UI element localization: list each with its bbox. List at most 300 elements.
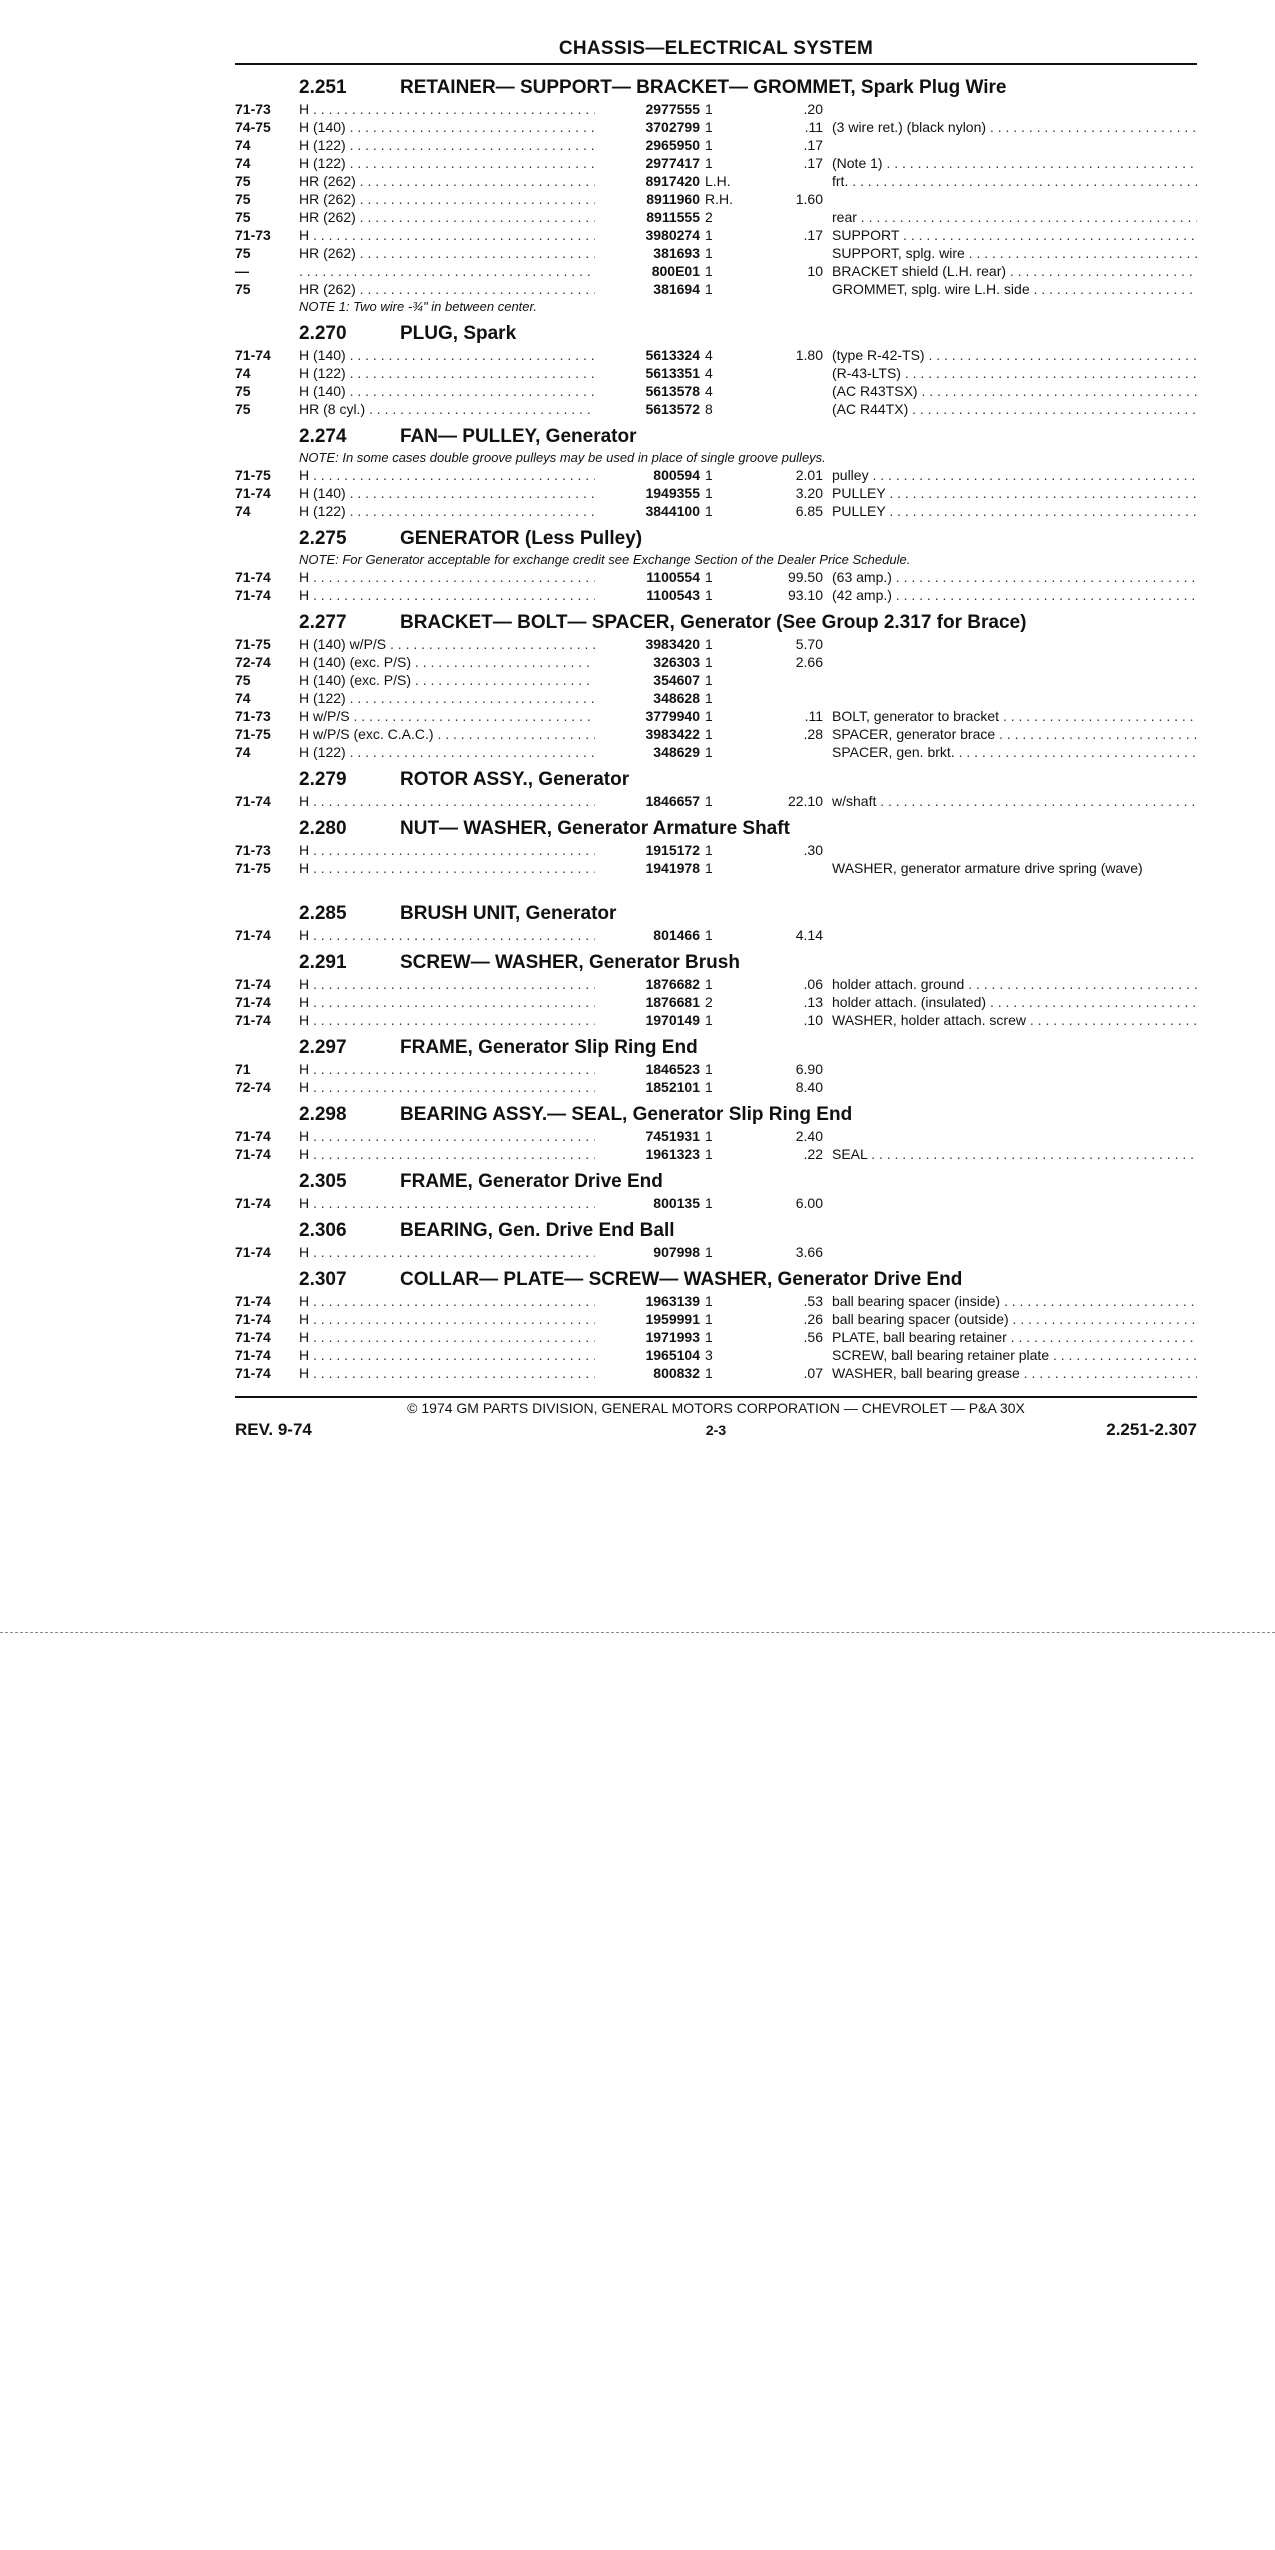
application: H . . .	[299, 841, 609, 859]
price: 1.60	[795, 191, 823, 207]
description: BOLT, generator to bracket . . .	[832, 707, 1197, 725]
part-number: 1846523	[595, 1060, 700, 1078]
table-row	[235, 382, 1197, 400]
description: SUPPORT, splg. wire . . .	[832, 244, 1197, 262]
section-title	[235, 1218, 1197, 1243]
group-number: 2.274	[299, 426, 347, 447]
quantity: 1	[705, 726, 713, 742]
group-number: 2.251	[299, 77, 347, 98]
quantity: 8	[705, 401, 713, 417]
application: H (140) . . .	[299, 382, 609, 400]
quantity: 1	[705, 155, 713, 171]
quantity: L.H.	[705, 173, 731, 189]
catalog-section	[235, 321, 1197, 418]
part-number: 3844100	[595, 502, 700, 520]
model-years: 75	[235, 191, 251, 207]
part-number: 2977555	[595, 100, 700, 118]
description: (type R-42-TS) . . .	[832, 346, 1197, 364]
application: H (122) . . .	[299, 154, 609, 172]
application: H . . .	[299, 100, 609, 118]
section-title	[235, 526, 1197, 551]
part-number: 1965104	[595, 1346, 700, 1364]
price: 10	[807, 263, 823, 279]
model-years: 71-74	[235, 1195, 271, 1211]
table-row	[235, 1292, 1197, 1310]
table-row	[235, 100, 1197, 118]
application: H . . .	[299, 859, 609, 877]
table-row	[235, 400, 1197, 418]
section-title	[235, 610, 1197, 635]
description: SCREW, ball bearing retainer plate . . .	[832, 1346, 1197, 1364]
section-title	[235, 901, 1197, 926]
price: 6.85	[795, 503, 823, 519]
group-number: 2.285	[299, 903, 347, 924]
part-number: 1963139	[595, 1292, 700, 1310]
table-row	[235, 484, 1197, 502]
part-number: 800135	[595, 1194, 700, 1212]
table-row	[235, 244, 1197, 262]
catalog-section	[235, 816, 1197, 895]
model-years: 71-74	[235, 994, 271, 1010]
part-number: 1876681	[595, 993, 700, 1011]
quantity: 1	[705, 690, 713, 706]
price: 6.00	[795, 1195, 823, 1211]
catalog-section	[235, 1218, 1197, 1261]
description: (63 amp.) . . .	[832, 568, 1197, 586]
description: WASHER, ball bearing grease . . .	[832, 1364, 1197, 1382]
section-title	[235, 1169, 1197, 1194]
group-name: BRACKET— BOLT— SPACER, Generator (See Group 2.317 for Brace)	[400, 612, 1027, 633]
part-number: 3702799	[595, 118, 700, 136]
model-years: 71-74	[235, 1293, 271, 1309]
group-name: ROTOR ASSY., Generator	[400, 769, 630, 790]
quantity: 1	[705, 263, 713, 279]
part-number: 907998	[595, 1243, 700, 1261]
group-name: SCREW— WASHER, Generator Brush	[400, 952, 740, 973]
quantity: 1	[705, 1311, 713, 1327]
application: H . . .	[299, 1346, 609, 1364]
section-title	[235, 1035, 1197, 1060]
part-number: 1846657	[595, 792, 700, 810]
part-number: 800E01	[595, 262, 700, 280]
part-number: 3983420	[595, 635, 700, 653]
table-row	[235, 841, 1197, 859]
model-years: 71-74	[235, 1012, 271, 1028]
description: ball bearing spacer (outside) . . .	[832, 1310, 1197, 1328]
model-years: 74-75	[235, 119, 271, 135]
application: H . . .	[299, 926, 609, 944]
price: .20	[803, 101, 823, 117]
group-number: 2.291	[299, 952, 347, 973]
part-number: 381693	[595, 244, 700, 262]
group-name: FAN— PULLEY, Generator	[400, 426, 637, 447]
application: HR (8 cyl.) . . .	[299, 400, 609, 418]
group-name: COLLAR— PLATE— SCREW— WASHER, Generator Drive End	[400, 1269, 963, 1290]
group-number: 2.280	[299, 818, 347, 839]
application: H . . .	[299, 1328, 609, 1346]
application: H . . .	[299, 1364, 609, 1382]
quantity: 1	[705, 587, 713, 603]
table-row	[235, 502, 1197, 520]
description: pulley . . .	[832, 466, 1197, 484]
quantity: 1	[705, 245, 713, 261]
quantity: 4	[705, 383, 713, 399]
application: H . . .	[299, 466, 609, 484]
part-number: 326303	[595, 653, 700, 671]
page-header: CHASSIS—ELECTRICAL SYSTEM	[235, 38, 1197, 65]
group-number: 2.306	[299, 1220, 347, 1241]
part-number: 5613578	[595, 382, 700, 400]
table-row	[235, 725, 1197, 743]
quantity: 1	[705, 1128, 713, 1144]
group-number: 2.270	[299, 323, 347, 344]
group-name: FRAME, Generator Drive End	[400, 1171, 663, 1192]
price: .13	[803, 994, 823, 1010]
table-row	[235, 172, 1197, 190]
application: H . . .	[299, 1145, 609, 1163]
application: H . . .	[299, 1194, 609, 1212]
quantity: 1	[705, 1329, 713, 1345]
page-number: 2-3	[705, 1422, 727, 1438]
table-row	[235, 792, 1197, 810]
price: .17	[803, 227, 823, 243]
part-number: 1971993	[595, 1328, 700, 1346]
quantity: 1	[705, 976, 713, 992]
quantity: 1	[705, 708, 713, 724]
quantity: 1	[705, 569, 713, 585]
catalog-section	[235, 424, 1197, 520]
part-number: 1941978	[595, 859, 700, 877]
table-row	[235, 689, 1197, 707]
part-number: 1961323	[595, 1145, 700, 1163]
part-number: 7451931	[595, 1127, 700, 1145]
price: .26	[803, 1311, 823, 1327]
model-years: 72-74	[235, 1079, 271, 1095]
model-years: 71-74	[235, 1311, 271, 1327]
application: H w/P/S . . .	[299, 707, 609, 725]
description: SUPPORT . . .	[832, 226, 1197, 244]
part-number: 5613572	[595, 400, 700, 418]
model-years: 71-74	[235, 1128, 271, 1144]
section-title	[235, 767, 1197, 792]
part-number: 3983422	[595, 725, 700, 743]
part-number: 8917420	[595, 172, 700, 190]
model-years: 71-74	[235, 1329, 271, 1345]
page-footer	[235, 1396, 1197, 1444]
section-title	[235, 75, 1197, 100]
group-number: 2.277	[299, 612, 347, 633]
price: .28	[803, 726, 823, 742]
model-years: 74	[235, 137, 251, 153]
model-years: 71-74	[235, 485, 271, 501]
application: H w/P/S (exc. C.A.C.) . . .	[299, 725, 609, 743]
catalog-section	[235, 901, 1197, 944]
application: H . . .	[299, 1310, 609, 1328]
quantity: 1	[705, 842, 713, 858]
description: (3 wire ret.) (black nylon) . . .	[832, 118, 1197, 136]
part-number: 1100543	[595, 586, 700, 604]
copyright-line: © 1974 GM PARTS DIVISION, GENERAL MOTORS CORPORATION — CHEVROLET — P&A 30X	[407, 1400, 1025, 1416]
table-row	[235, 1346, 1197, 1364]
quantity: 2	[705, 994, 713, 1010]
group-number: 2.305	[299, 1171, 347, 1192]
quantity: 2	[705, 209, 713, 225]
table-row	[235, 1078, 1197, 1096]
description: w/shaft . . .	[832, 792, 1197, 810]
model-years: 71-75	[235, 726, 271, 742]
part-number: 8911555	[595, 208, 700, 226]
quantity: 4	[705, 365, 713, 381]
description: frt. . . .	[832, 172, 1197, 190]
model-years: —	[235, 263, 249, 279]
application: H (122) . . .	[299, 502, 609, 520]
quantity: 1	[705, 101, 713, 117]
group-range: 2.251-2.307	[1106, 1420, 1197, 1439]
description: (Note 1) . . .	[832, 154, 1197, 172]
model-years: 71-74	[235, 1146, 271, 1162]
quantity: 1	[705, 1195, 713, 1211]
quantity: 1	[705, 672, 713, 688]
quantity: 1	[705, 1061, 713, 1077]
price: 2.40	[795, 1128, 823, 1144]
application: H . . .	[299, 1060, 609, 1078]
model-years: 75	[235, 401, 251, 417]
quantity: 1	[705, 1079, 713, 1095]
catalog-section	[235, 1267, 1197, 1382]
application: HR (262) . . .	[299, 190, 609, 208]
quantity: 1	[705, 636, 713, 652]
model-years: 75	[235, 173, 251, 189]
table-row	[235, 118, 1197, 136]
quantity: 1	[705, 137, 713, 153]
section-title	[235, 1267, 1197, 1292]
description: GROMMET, splg. wire L.H. side . . .	[832, 280, 1197, 298]
model-years: 74	[235, 503, 251, 519]
quantity: 1	[705, 503, 713, 519]
application: H (122) . . .	[299, 364, 609, 382]
table-row	[235, 1194, 1197, 1212]
model-years: 75	[235, 209, 251, 225]
price: .10	[803, 1012, 823, 1028]
price: .30	[803, 842, 823, 858]
price: 4.14	[795, 927, 823, 943]
description: PULLEY . . .	[832, 484, 1197, 502]
part-number: 1959991	[595, 1310, 700, 1328]
part-number: 1852101	[595, 1078, 700, 1096]
part-number: 348628	[595, 689, 700, 707]
model-years: 71-74	[235, 1365, 271, 1381]
application: H . . .	[299, 1127, 609, 1145]
price: .11	[804, 119, 823, 135]
model-years: 75	[235, 281, 251, 297]
price: .07	[803, 1365, 823, 1381]
price: 5.70	[795, 636, 823, 652]
part-number: 800832	[595, 1364, 700, 1382]
model-years: 71-74	[235, 587, 271, 603]
section-title	[235, 1102, 1197, 1127]
quantity: 1	[705, 654, 713, 670]
table-row	[235, 226, 1197, 244]
quantity: 1	[705, 1012, 713, 1028]
application: H (140) . . .	[299, 118, 609, 136]
part-number: 801466	[595, 926, 700, 944]
catalog-section	[235, 526, 1197, 604]
description: ball bearing spacer (inside) . . .	[832, 1292, 1197, 1310]
application: H (122) . . .	[299, 743, 609, 761]
table-row	[235, 208, 1197, 226]
model-years: 75	[235, 383, 251, 399]
catalog-section	[235, 1169, 1197, 1212]
application: H (140) (exc. P/S) . . .	[299, 653, 609, 671]
model-years: 72-74	[235, 654, 271, 670]
model-years: 71-74	[235, 793, 271, 809]
group-name: BEARING ASSY.— SEAL, Generator Slip Ring End	[400, 1104, 853, 1125]
table-row	[235, 707, 1197, 725]
application: H . . .	[299, 586, 609, 604]
page-cut-line	[0, 1632, 1275, 1633]
quantity: 1	[705, 1244, 713, 1260]
price: 8.40	[795, 1079, 823, 1095]
application: H . . .	[299, 792, 609, 810]
application: H . . .	[299, 1078, 609, 1096]
application: H . . .	[299, 993, 609, 1011]
quantity: 1	[705, 1365, 713, 1381]
application: H . . .	[299, 1243, 609, 1261]
group-number: 2.297	[299, 1037, 347, 1058]
part-number: 2965950	[595, 136, 700, 154]
model-years: 71-73	[235, 101, 271, 117]
catalog-section	[235, 610, 1197, 761]
catalog-section	[235, 1035, 1197, 1096]
description: WASHER, generator armature drive spring (wave)	[832, 860, 1143, 876]
table-row	[235, 568, 1197, 586]
table-row	[235, 859, 1197, 895]
table-row	[235, 1364, 1197, 1382]
part-number: 1915172	[595, 841, 700, 859]
catalog-section	[235, 767, 1197, 810]
table-row	[235, 1145, 1197, 1163]
part-number: 1970149	[595, 1011, 700, 1029]
model-years: 71-74	[235, 1244, 271, 1260]
model-years: 71-73	[235, 708, 271, 724]
price: 2.01	[795, 467, 823, 483]
table-row	[235, 743, 1197, 761]
description: holder attach. (insulated) . . .	[832, 993, 1197, 1011]
part-number: 8911960	[595, 190, 700, 208]
revision-label: REV. 9-74	[235, 1420, 312, 1439]
part-number: 800594	[595, 466, 700, 484]
price: 99.50	[787, 569, 823, 585]
model-years: 71-74	[235, 927, 271, 943]
group-name: RETAINER— SUPPORT— BRACKET— GROMMET, Spark Plug Wire	[400, 77, 1007, 98]
table-row	[235, 346, 1197, 364]
part-number: 381694	[595, 280, 700, 298]
quantity: 4	[705, 347, 713, 363]
table-row	[235, 975, 1197, 993]
group-number: 2.307	[299, 1269, 347, 1290]
part-number: 1876682	[595, 975, 700, 993]
table-row	[235, 1127, 1197, 1145]
model-years: 74	[235, 365, 251, 381]
model-years: 71-75	[235, 467, 271, 483]
table-row	[235, 190, 1197, 208]
group-name: BEARING, Gen. Drive End Ball	[400, 1220, 675, 1241]
model-years: 74	[235, 155, 251, 171]
price: 3.20	[795, 485, 823, 501]
application: HR (262) . . .	[299, 280, 609, 298]
part-number: 1949355	[595, 484, 700, 502]
group-number: 2.279	[299, 769, 347, 790]
quantity: 1	[705, 227, 713, 243]
part-number: 2977417	[595, 154, 700, 172]
catalog-section	[235, 1102, 1197, 1163]
table-row	[235, 1328, 1197, 1346]
price: .06	[803, 976, 823, 992]
application: H (122) . . .	[299, 136, 609, 154]
table-row	[235, 280, 1197, 298]
table-row	[235, 993, 1197, 1011]
section-title	[235, 424, 1197, 449]
table-row	[235, 671, 1197, 689]
table-row	[235, 1011, 1197, 1029]
description: holder attach. ground . . .	[832, 975, 1197, 993]
application: H . . .	[299, 1292, 609, 1310]
application: HR (262) . . .	[299, 208, 609, 226]
table-row	[235, 154, 1197, 172]
price: .56	[803, 1329, 823, 1345]
section-footnote: NOTE 1: Two wire -¾" in between center.	[299, 299, 537, 314]
table-row	[235, 466, 1197, 484]
section-note: NOTE: For Generator acceptable for exchange credit see Exchange Section of the Dealer Price Schedule.	[299, 552, 911, 567]
quantity: 1	[705, 927, 713, 943]
application: HR (262) . . .	[299, 172, 609, 190]
table-row	[235, 635, 1197, 653]
group-number: 2.298	[299, 1104, 347, 1125]
table-row	[235, 136, 1197, 154]
catalog-section	[235, 75, 1197, 315]
price: 2.66	[795, 654, 823, 670]
section-title	[235, 321, 1197, 346]
application	[299, 262, 609, 280]
model-years: 71-74	[235, 569, 271, 585]
quantity: 1	[705, 485, 713, 501]
description: (AC R43TSX) . . .	[832, 382, 1197, 400]
description: SEAL . . .	[832, 1145, 1197, 1163]
description: WASHER, holder attach. screw . . .	[832, 1011, 1197, 1029]
price: .17	[803, 137, 823, 153]
description: rear . . .	[832, 208, 1197, 226]
quantity: 1	[705, 119, 713, 135]
description: PLATE, ball bearing retainer . . .	[832, 1328, 1197, 1346]
model-years: 75	[235, 672, 251, 688]
quantity: 1	[705, 281, 713, 297]
quantity: 1	[705, 1293, 713, 1309]
part-number: 5613351	[595, 364, 700, 382]
table-row	[235, 1243, 1197, 1261]
application: H (122) . . .	[299, 689, 609, 707]
group-name: NUT— WASHER, Generator Armature Shaft	[400, 818, 790, 839]
part-number: 3980274	[595, 226, 700, 244]
application: H (140) . . .	[299, 484, 609, 502]
table-row	[235, 586, 1197, 604]
quantity: 1	[705, 860, 713, 876]
application: H (140) w/P/S . . .	[299, 635, 609, 653]
model-years: 75	[235, 245, 251, 261]
application: H . . .	[299, 1011, 609, 1029]
model-years: 71	[235, 1061, 251, 1077]
application: H (140) (exc. P/S) . . .	[299, 671, 609, 689]
quantity: 1	[705, 744, 713, 760]
